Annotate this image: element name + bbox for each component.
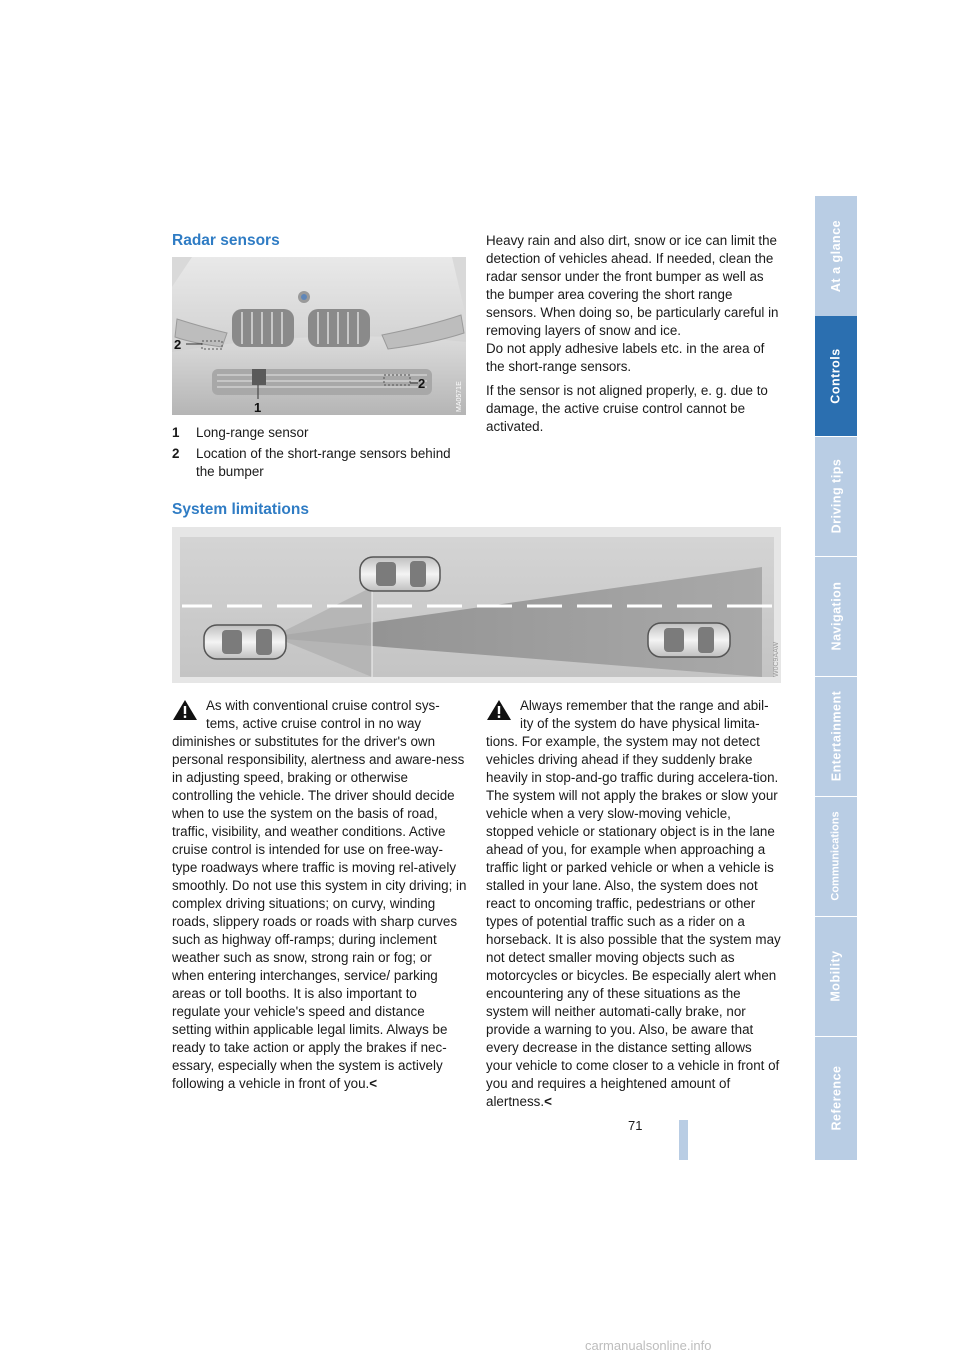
radar-sensors-heading: Radar sensors — [172, 232, 280, 249]
watermark: carmanualsonline.info — [585, 1338, 712, 1353]
diagram-code: W0C9AAW — [773, 641, 780, 677]
page-number: 71 — [628, 1118, 643, 1133]
tab-navigation[interactable]: Navigation — [815, 556, 857, 677]
end-mark: < — [369, 1076, 378, 1091]
sensor-range-diagram — [172, 527, 781, 683]
tab-entertainment[interactable]: Entertainment — [815, 676, 857, 797]
radar-sensor-illustration — [172, 257, 466, 415]
tab-controls[interactable]: Controls — [815, 316, 857, 437]
note-labels: Do not apply adhesive labels etc. in the area of the short-range sensors. — [486, 341, 765, 374]
tab-communications[interactable]: Communications — [815, 796, 857, 917]
note-weather: Heavy rain and also dirt, snow or ice can limit the detection of vehicles ahead. If needed, clean the radar sensor under the front bumper as well as the bumper area covering the short range sensors. When doing so, be particularly careful in removing layers of snow and ice. — [486, 233, 779, 338]
page-bar — [679, 1120, 688, 1160]
tab-driving-tips[interactable]: Driving tips — [815, 436, 857, 557]
callout-2-left: 2 — [174, 337, 182, 352]
tab-at-a-glance[interactable]: At a glance — [815, 196, 857, 317]
section-tabs — [815, 196, 857, 1160]
end-mark: < — [544, 1094, 552, 1109]
legend-item-2: 2 Location of the short-range sensors behind the bumper — [172, 446, 451, 479]
image-code: MA0571E — [456, 381, 463, 412]
callout-1: 1 — [254, 400, 262, 415]
warning-physical-limitations: Always remember that the range and abil- ity of the system do have physical limita- tions. For example, the system may not detect vehicles driving ahead if they suddenly brake heavily in stop-and-go traffic during accelera-tion. The system will not apply the brakes or slow your vehicle when a very slow-moving vehicle, stopped vehicle or stationary object is in the lane ahead of you, for example when approaching a traffic light or parked vehicle or when a vehicle is stalled in your lane. Also, the system does not react to oncoming traffic, pedestrians or other types of potential traffic such as a rider on a horseback. It is also possible that the system may not detect smaller moving objects such as motorcycles or bicycles. Be especially alert when encountering any of these situations as the system will neither automati-cally brake, nor provide a warning to you. Also, be aware that every decrease in the distance setting allows your vehicle to come closer to a vehicle in front of you and requires a heightened amount of alertness.< — [486, 698, 781, 1109]
radar-notes — [486, 232, 781, 442]
legend-item-1: 1 Long-range sensor — [172, 425, 309, 440]
warning-triangle-icon — [486, 699, 512, 721]
own-vehicle — [204, 625, 286, 659]
tab-reference[interactable]: Reference — [829, 1065, 844, 1131]
warning-triangle-icon — [172, 699, 198, 721]
vehicle-ahead — [648, 623, 730, 657]
system-limitations-heading: System limitations — [172, 501, 309, 518]
note-alignment: If the sensor is not aligned properly, e. g. due to damage, the active cruise control cannot be activated. — [486, 383, 768, 434]
tab-mobility[interactable]: Mobility — [815, 916, 857, 1037]
callout-2-right: 2 — [418, 376, 426, 391]
warning-cruise-responsibility: As with conventional cruise control sys- tems, active cruise control in no way diminishes or substitutes for the driver's own personal responsibility, alertness and aware-ness in adjusting speed, braking or otherwise controlling the vehicle. The driver should decide when to use the system on the basis of road, traffic, visibility, and weather conditions. Active cruise control is intended for use on free-way-type roadways where traffic is moving rel-atively smoothly. Do not use this system in city driving; in complex driving situations; on curvy, winding roads, slippery roads or roads with sharp curves such as highway off-ramps; during inclement weather such as snow, strong rain or fog; or when entering interchanges, service/ parking areas or toll booths. It is also important to regulate your vehicle's speed and distance setting within applicable legal limits. Always be ready to take action or apply the brakes if nec-essary, especially when the system is actively following a vehicle in front of you.< — [172, 698, 467, 1091]
radar-legend — [172, 424, 467, 484]
vehicle-adjacent-lane — [360, 557, 440, 591]
